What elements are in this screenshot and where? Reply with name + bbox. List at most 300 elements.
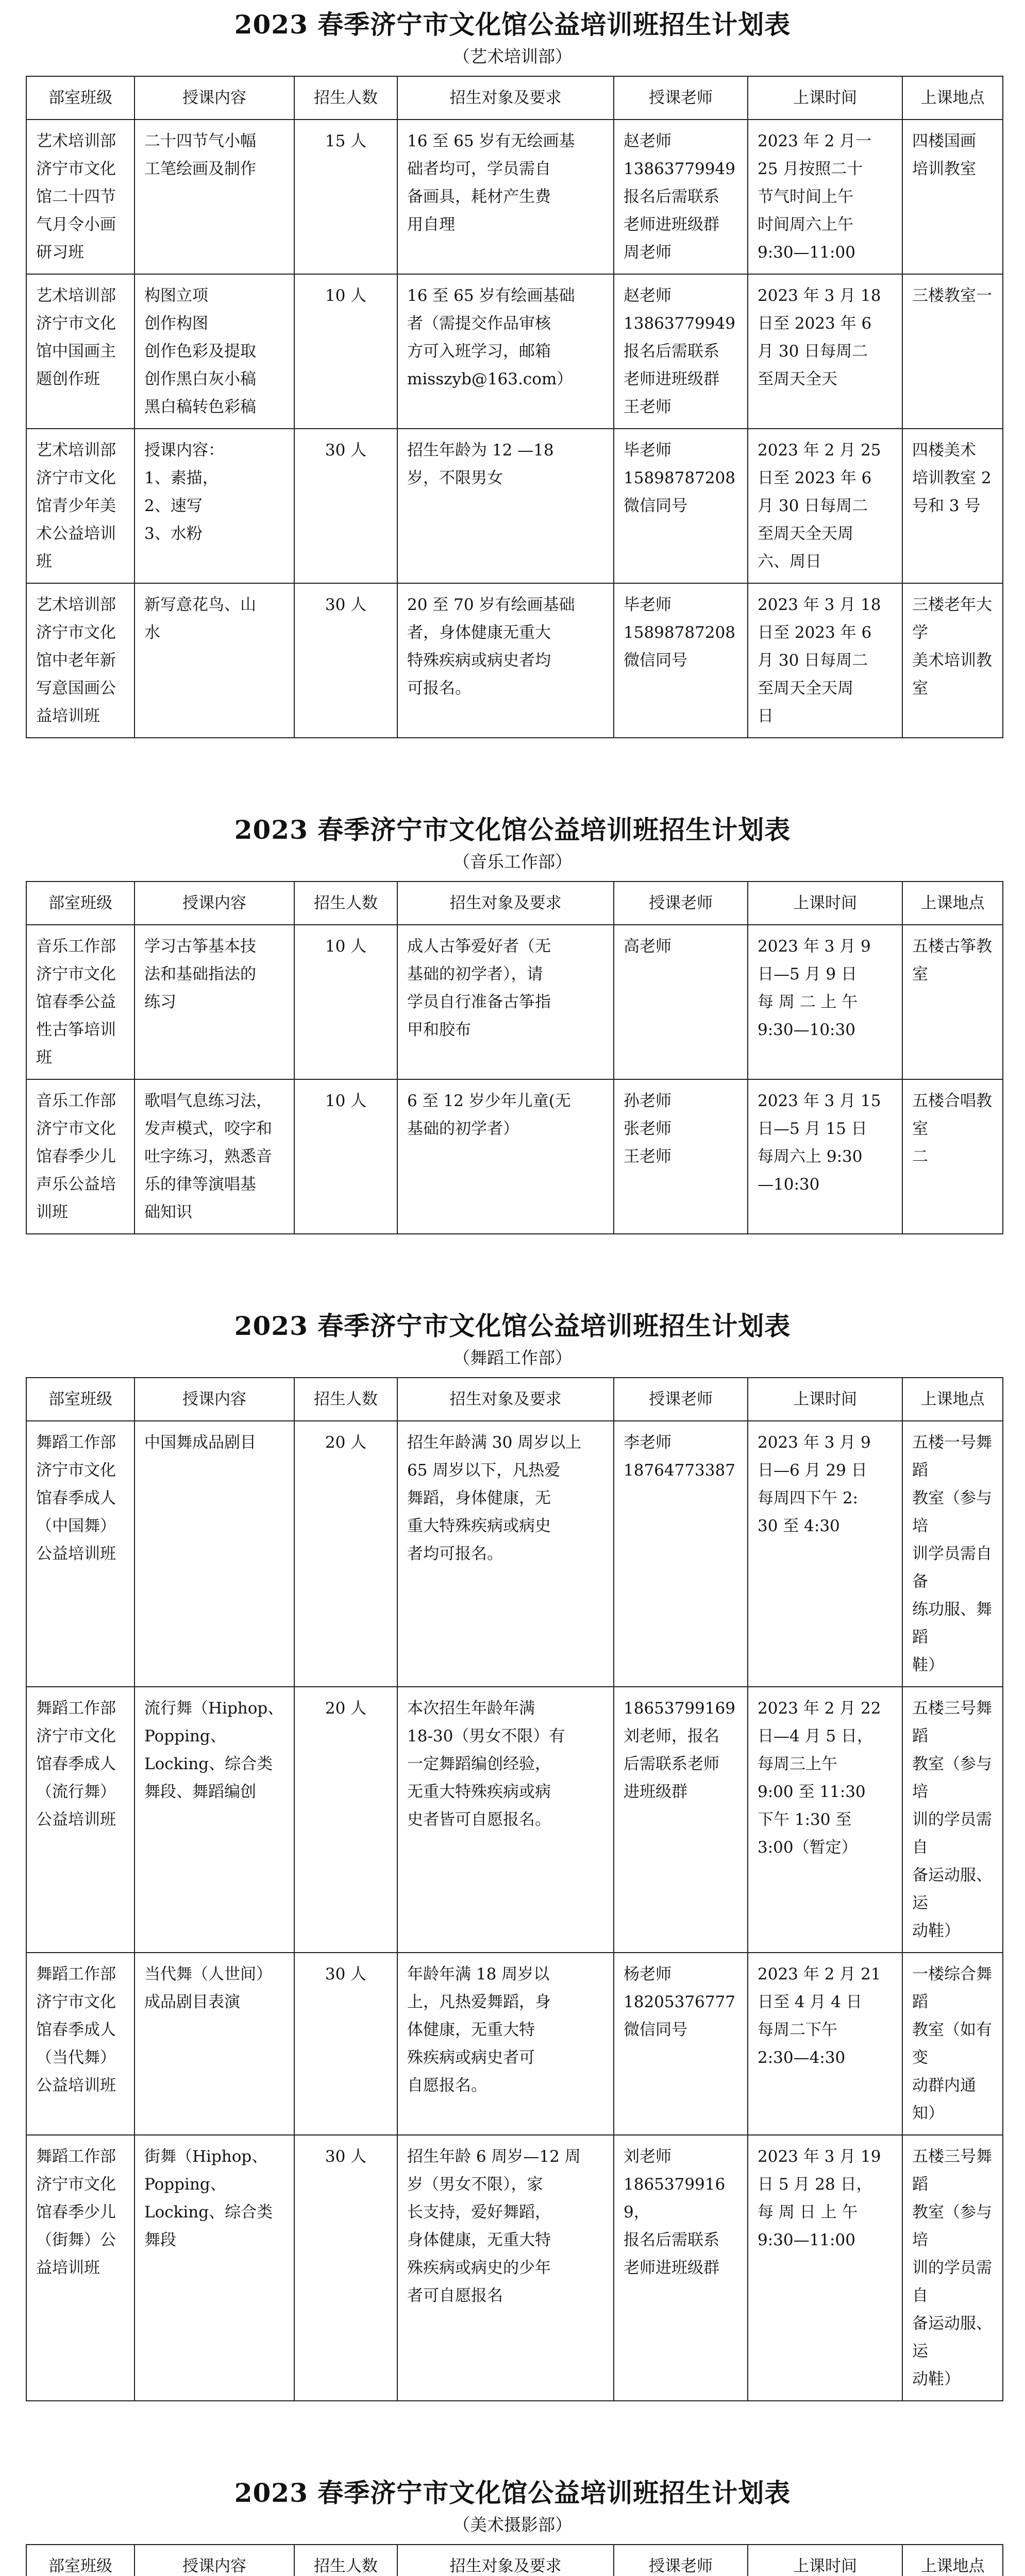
cell-line: 音乐工作部 [36, 937, 116, 956]
cell-line: 2023 年 3 月 19 [758, 2147, 881, 2166]
cell-line: 2023 年 2 月一 [758, 132, 872, 150]
section-title: 2023 春季济宁市文化馆公益培训班招生计划表 [234, 1311, 791, 1341]
cell-line: 舞蹈工作部 [36, 1433, 116, 1452]
cell-line: 2023 年 3 月 9 [758, 1433, 871, 1452]
cell-line: 济宁市文化 [36, 623, 116, 642]
cell-line: 性古筝培训 [36, 1021, 116, 1039]
column-header: 部室班级 [26, 2545, 135, 2576]
cell-line: 16 至 65 岁有绘画基础 [407, 286, 575, 305]
cell-line: 无重大特殊疾病或病 [407, 1783, 551, 1801]
cell-line: 济宁市文化 [36, 1120, 116, 1138]
cell-line: 馆春季成人 [36, 2021, 116, 2039]
cell-count: 10 人 [294, 925, 397, 1079]
cell-line: 舞段 [144, 2231, 176, 2249]
cell-line: 周老师 [624, 243, 671, 262]
cell-target [397, 1079, 614, 1234]
cell-line: 30 至 4:30 [758, 1517, 840, 1535]
table-row [26, 274, 1003, 429]
cell-line: （当代舞） [36, 2048, 116, 2067]
cell-line: 四楼国画 [912, 132, 976, 150]
cell-line: 备运动服、运 [912, 2314, 992, 2361]
cell-line: Popping、 [144, 2175, 226, 2194]
cell-line: 2023 年 3 月 15 [758, 1092, 881, 1110]
cell-line: 老师进班级群 [624, 215, 719, 234]
cell-line: 艺术培训部 [36, 596, 116, 614]
cell-line: 五楼古筝教室 [912, 937, 992, 984]
cell-line: 艺术培训部 [36, 441, 116, 460]
plan-table [26, 1377, 1003, 2401]
cell-line: 一定舞蹈编创经验， [407, 1755, 551, 1773]
cell-line: 岁，不限男女 [407, 469, 503, 487]
cell-line: 张老师 [624, 1120, 671, 1138]
cell-time [748, 1687, 902, 1953]
cell-target [397, 2135, 614, 2401]
cell-line: 舞蹈工作部 [36, 1965, 116, 1984]
cell-dept [26, 274, 135, 429]
cell-line: 教室（参与培 [912, 1489, 992, 1535]
cell-time [748, 429, 902, 583]
cell-line: 公益培训班 [36, 2076, 116, 2095]
cell-line: 9:30—11:00 [758, 243, 855, 262]
cell-line: 馆二十四节 [36, 188, 116, 206]
cell-line: 者可自愿报名 [407, 2286, 503, 2305]
column-header: 招生对象及要求 [397, 882, 614, 925]
cell-line: 李老师 [624, 1433, 671, 1452]
cell-dept [26, 120, 135, 274]
cell-line: 至周天全天 [758, 370, 837, 388]
cell-line: 中国舞成品剧目 [144, 1433, 256, 1452]
cell-line: 教室（如有变 [912, 2021, 992, 2067]
cell-line: 上，凡热爱舞蹈，身 [407, 1993, 551, 2011]
column-header: 招生人数 [294, 1378, 397, 1421]
section-title: 2023 春季济宁市文化馆公益培训班招生计划表 [234, 815, 791, 845]
cell-line: 18764773387 [624, 1461, 735, 1480]
cell-line: 本次招生年龄年满 [407, 1699, 535, 1718]
cell-line: 者，身体健康无重大 [407, 623, 551, 642]
cell-time [748, 1079, 902, 1234]
cell-line: 日—5 月 9 日 [758, 965, 858, 984]
cell-place [902, 1687, 1003, 1953]
cell-line: 招生年龄 6 周岁—12 周 [407, 2147, 581, 2166]
plan-table [26, 881, 1003, 1234]
cell-line: （流行舞） [36, 1783, 116, 1801]
column-header: 上课地点 [902, 76, 1003, 120]
cell-place [902, 583, 1003, 738]
cell-line: 13863779949 [624, 160, 735, 178]
cell-line: 甲和胶布 [407, 1021, 471, 1039]
cell-line: 日—4 月 5 日， [758, 1727, 873, 1745]
cell-place [902, 1421, 1003, 1687]
cell-line: 1、素描， [144, 469, 219, 487]
cell-teacher [614, 1953, 748, 2135]
cell-teacher [614, 925, 748, 1079]
cell-line: 训的学员需自 [912, 1810, 992, 1857]
cell-line: 备画具，耗材产生费 [407, 188, 551, 206]
table-row [26, 1421, 1003, 1687]
cell-line: 日—6 月 29 日 [758, 1461, 867, 1480]
header-row [26, 882, 1003, 925]
cell-line: 流行舞（Hiphop、 [144, 1699, 284, 1718]
cell-target [397, 1421, 614, 1687]
column-header: 上课时间 [748, 2545, 902, 2576]
cell-line: 动鞋） [912, 2370, 960, 2388]
cell-content [135, 583, 294, 738]
cell-line: 街舞（Hiphop、 [144, 2147, 268, 2166]
cell-line: 馆中国画主 [36, 342, 116, 361]
cell-line: 可报名。 [407, 679, 471, 698]
cell-line: 培训教室 [912, 160, 976, 178]
cell-line: 赵老师 [624, 132, 671, 150]
column-header: 招生对象及要求 [397, 1378, 614, 1421]
cell-line: （中国舞） [36, 1517, 116, 1535]
cell-line: 2:30—4:30 [758, 2048, 846, 2067]
column-header: 招生人数 [294, 76, 397, 120]
column-header: 授课老师 [614, 76, 748, 120]
cell-line: 毕老师 [624, 596, 671, 614]
cell-line: 馆春季成人 [36, 1489, 116, 1507]
cell-line: 时间周六上午 [758, 215, 853, 234]
cell-count: 10 人 [294, 1079, 397, 1234]
cell-line: 教室（参与培 [912, 2203, 992, 2249]
cell-line: 础者均可，学员需自 [407, 160, 551, 178]
cell-dept [26, 1687, 135, 1953]
cell-line: 鞋） [912, 1656, 944, 1674]
cell-line: 进班级群 [624, 1783, 687, 1801]
cell-line: 65 周岁以下，凡热爱 [407, 1461, 561, 1480]
cell-line: 重大特殊疾病或病史 [407, 1517, 551, 1535]
cell-place [902, 120, 1003, 274]
cell-line: 号和 3 号 [912, 497, 981, 515]
cell-line: 15898787208 [624, 623, 735, 642]
cell-line: 每周四下午 2: [758, 1489, 859, 1507]
section-subtitle: （美术摄影部） [453, 2515, 572, 2535]
cell-line: 新写意花鸟、山 [144, 596, 256, 614]
cell-line: 舞蹈工作部 [36, 1699, 116, 1718]
cell-target [397, 274, 614, 429]
cell-line: 刘老师 [624, 2147, 671, 2166]
cell-target [397, 429, 614, 583]
cell-line: 每周二下午 [758, 2021, 837, 2039]
cell-content [135, 2135, 294, 2401]
cell-line: 班 [36, 552, 52, 571]
cell-line: 微信同号 [624, 497, 687, 515]
cell-count: 30 人 [294, 2135, 397, 2401]
plan-section [0, 2468, 1025, 2576]
cell-line: 法和基础指法的 [144, 965, 256, 984]
column-header: 部室班级 [26, 1378, 135, 1421]
cell-line: 岁（男女不限），家 [407, 2175, 543, 2194]
cell-teacher [614, 583, 748, 738]
plan-table [26, 76, 1003, 738]
cell-line: 至周天全天周 [758, 524, 853, 543]
cell-line: 微信同号 [624, 651, 687, 670]
cell-line: 舞段、舞蹈编创 [144, 1783, 256, 1801]
table-row [26, 429, 1003, 583]
cell-place [902, 925, 1003, 1079]
cell-line: 9:30—10:30 [758, 1021, 855, 1039]
cell-line: 济宁市文化 [36, 469, 116, 487]
cell-teacher [614, 1421, 748, 1687]
cell-line: 每周三上午 [758, 1755, 837, 1773]
cell-line: 一楼综合舞蹈 [912, 1965, 992, 2011]
cell-line: 15898787208 [624, 469, 735, 487]
cell-line: 18-30（男女不限）有 [407, 1727, 565, 1745]
column-header: 上课地点 [902, 882, 1003, 925]
cell-line: 18653799169， [624, 2175, 726, 2222]
cell-line: 月 30 日每周二 [758, 342, 868, 361]
cell-line: 月 30 日每周二 [758, 651, 868, 670]
cell-line: 歌唱气息练习法， [144, 1092, 272, 1110]
cell-line: 报名后需联系 [624, 188, 719, 206]
cell-place [902, 2135, 1003, 2401]
cell-count: 10 人 [294, 274, 397, 429]
cell-time [748, 274, 902, 429]
cell-line: 备运动服、运 [912, 1866, 992, 1912]
cell-content [135, 1079, 294, 1234]
cell-line: 刘老师，报名 [624, 1727, 719, 1745]
cell-line: 王老师 [624, 1147, 671, 1166]
cell-line: 节气时间上午 [758, 188, 853, 206]
cell-place [902, 1953, 1003, 2135]
cell-line: 研习班 [36, 243, 84, 262]
column-header: 授课老师 [614, 1378, 748, 1421]
cell-line: 创作黑白灰小稿 [144, 370, 256, 388]
cell-content [135, 1953, 294, 2135]
column-header: 部室班级 [26, 76, 135, 120]
cell-line: 乐的律等演唱基 [144, 1175, 256, 1194]
cell-dept [26, 583, 135, 738]
cell-line: 2023 年 2 月 25 [758, 441, 881, 460]
cell-line: 自愿报名。 [407, 2076, 487, 2095]
cell-line: 音乐工作部 [36, 1092, 116, 1110]
cell-line: 日—5 月 15 日 [758, 1120, 867, 1138]
cell-line: 学习古筝基本技 [144, 937, 256, 956]
header-row [26, 76, 1003, 120]
table-row [26, 1687, 1003, 1953]
column-header: 上课时间 [748, 882, 902, 925]
cell-line: 成品剧目表演 [144, 1993, 240, 2011]
cell-teacher [614, 120, 748, 274]
header-row [26, 2545, 1003, 2576]
cell-line: 益培训班 [36, 707, 100, 725]
cell-line: 二十四节气小幅 [144, 132, 256, 150]
column-header: 招生对象及要求 [397, 2545, 614, 2576]
cell-line: 后需联系老师 [624, 1755, 719, 1773]
cell-line: 3、水粉 [144, 524, 203, 543]
cell-line: 2023 年 2 月 21 [758, 1965, 881, 1984]
cell-line: 水 [144, 623, 160, 642]
cell-target [397, 583, 614, 738]
cell-line: 长支持，爱好舞蹈， [407, 2203, 551, 2222]
cell-line: 声乐公益培 [36, 1175, 116, 1194]
cell-dept [26, 1953, 135, 2135]
cell-line: 写意国画公 [36, 679, 116, 698]
cell-line: 20 至 70 岁有绘画基础 [407, 596, 575, 614]
cell-line: 每周六上 9:30 [758, 1147, 863, 1166]
table-row [26, 925, 1003, 1079]
cell-line: 2023 年 2 月 22 [758, 1699, 881, 1718]
cell-line: 术公益培训 [36, 524, 116, 543]
cell-dept [26, 1421, 135, 1687]
cell-line: 年龄年满 18 周岁以 [407, 1965, 550, 1984]
cell-teacher [614, 1079, 748, 1234]
cell-line: 基础的初学者），请 [407, 965, 543, 984]
cell-count: 30 人 [294, 429, 397, 583]
cell-line: 高老师 [624, 937, 671, 956]
cell-time [748, 1421, 902, 1687]
column-header: 招生人数 [294, 2545, 397, 2576]
plan-table [26, 2544, 1003, 2576]
cell-content [135, 429, 294, 583]
column-header: 授课内容 [135, 882, 294, 925]
cell-line: 气月令小画 [36, 215, 116, 234]
cell-teacher [614, 1687, 748, 1953]
cell-line: Popping、 [144, 1727, 226, 1745]
column-header: 上课地点 [902, 2545, 1003, 2576]
cell-line: 16 至 65 岁有无绘画基 [407, 132, 575, 150]
cell-line: 三楼老年大学 [912, 596, 992, 642]
table-row [26, 1079, 1003, 1234]
cell-count: 30 人 [294, 583, 397, 738]
cell-line: 者均可报名。 [407, 1545, 503, 1563]
cell-line: 日至 2023 年 6 [758, 469, 872, 487]
cell-line: 日至 4 月 4 日 [758, 1993, 862, 2011]
cell-line: 教室（参与培 [912, 1755, 992, 1801]
cell-target [397, 925, 614, 1079]
cell-line: 济宁市文化 [36, 1993, 116, 2011]
cell-line: 报名后需联系 [624, 2231, 719, 2249]
cell-content [135, 274, 294, 429]
cell-line: 老师进班级群 [624, 2259, 719, 2277]
cell-line: 四楼美术 [912, 441, 976, 460]
plan-section [0, 0, 1025, 738]
cell-line: 者（需提交作品审核 [407, 314, 551, 333]
cell-line: 练功服、舞蹈 [912, 1600, 992, 1647]
cell-line: 微信同号 [624, 2021, 687, 2039]
cell-line: 报名后需联系 [624, 342, 719, 361]
cell-line: 史者皆可自愿报名。 [407, 1810, 551, 1829]
cell-line: 动群内通知） [912, 2076, 976, 2123]
cell-line: 赵老师 [624, 286, 671, 305]
cell-line: 工笔绘画及制作 [144, 160, 256, 178]
cell-line: 馆春季少儿 [36, 1147, 116, 1166]
cell-line: 25 月按照二十 [758, 160, 863, 178]
cell-line: —10:30 [758, 1175, 820, 1194]
column-header: 授课内容 [135, 1378, 294, 1421]
cell-content [135, 120, 294, 274]
cell-line: 黑白稿转色彩稿 [144, 398, 256, 416]
cell-line: 学员自行准备古筝指 [407, 993, 551, 1011]
cell-teacher [614, 2135, 748, 2401]
cell-line: 舞蹈，身体健康，无 [407, 1489, 551, 1507]
cell-line: 构图立项 [144, 286, 208, 305]
cell-time [748, 1953, 902, 2135]
cell-line: 美术培训教室 [912, 651, 992, 698]
cell-line: 馆春季少儿 [36, 2203, 116, 2222]
cell-line: 月 30 日每周二 [758, 497, 868, 515]
cell-line: 3:00（暂定） [758, 1838, 858, 1857]
column-header: 上课时间 [748, 1378, 902, 1421]
cell-line: 练习 [144, 993, 176, 1011]
cell-line: 身体健康，无重大特 [407, 2231, 551, 2249]
cell-line: 9:00 至 11:30 [758, 1783, 866, 1801]
cell-place [902, 1079, 1003, 1234]
cell-time [748, 925, 902, 1079]
cell-line: 创作色彩及提取 [144, 342, 256, 361]
column-header: 授课老师 [614, 882, 748, 925]
section-subtitle: （艺术培训部） [453, 46, 572, 66]
cell-line: 三楼教室一 [912, 286, 992, 305]
cell-line: （街舞）公 [36, 2231, 116, 2249]
cell-line: 毕老师 [624, 441, 671, 460]
cell-line: 下午 1:30 至 [758, 1810, 852, 1829]
cell-line: 每 周 日 上 午 [758, 2203, 858, 2222]
cell-line: 2、速写 [144, 497, 203, 515]
cell-line: 殊疾病或病史的少年 [407, 2259, 551, 2277]
cell-line: 13863779949 [624, 314, 735, 333]
cell-content [135, 925, 294, 1079]
cell-line: 每 周 二 上 午 [758, 993, 858, 1011]
cell-line: 9:30—11:00 [758, 2231, 855, 2249]
cell-line: 济宁市文化 [36, 314, 116, 333]
cell-line: 济宁市文化 [36, 2175, 116, 2194]
cell-line: 五楼三号舞蹈 [912, 2147, 992, 2194]
cell-line: 用自理 [407, 215, 455, 234]
cell-line: 训学员需自备 [912, 1545, 992, 1591]
cell-line: 方可入班学习，邮箱 [407, 342, 551, 361]
cell-target [397, 1953, 614, 2135]
section-title: 2023 春季济宁市文化馆公益培训班招生计划表 [234, 2478, 791, 2508]
plan-section [0, 1301, 1025, 2401]
cell-target [397, 1687, 614, 1953]
table-row [26, 120, 1003, 274]
cell-line: 6 至 12 岁少年儿童(无 [407, 1092, 571, 1110]
cell-line: 题创作班 [36, 370, 100, 388]
cell-line: 孙老师 [624, 1092, 671, 1110]
cell-line: 馆青少年美 [36, 497, 116, 515]
column-header: 授课内容 [135, 76, 294, 120]
column-header: 招生人数 [294, 882, 397, 925]
cell-line: 王老师 [624, 398, 671, 416]
cell-count: 15 人 [294, 120, 397, 274]
cell-dept [26, 2135, 135, 2401]
cell-line: 训的学员需自 [912, 2259, 992, 2305]
cell-line: 杨老师 [624, 1965, 671, 1984]
column-header: 授课老师 [614, 2545, 748, 2576]
section-subtitle: （舞蹈工作部） [453, 1348, 572, 1368]
cell-line: 至周天全天周 [758, 679, 853, 698]
cell-line: 五楼一号舞蹈 [912, 1433, 992, 1480]
cell-line: 日 [758, 707, 774, 725]
cell-line: 培训教室 2 [912, 469, 992, 487]
cell-line: 2023 年 3 月 9 [758, 937, 871, 956]
table-row [26, 583, 1003, 738]
cell-line: 殊疾病或病史者可 [407, 2048, 535, 2067]
cell-line: 馆中老年新 [36, 651, 116, 670]
cell-time [748, 120, 902, 274]
cell-count: 20 人 [294, 1687, 397, 1953]
cell-line: 济宁市文化 [36, 1727, 116, 1745]
cell-line: 招生年龄满 30 周岁以上 [407, 1433, 582, 1452]
column-header: 上课地点 [902, 1378, 1003, 1421]
section-title: 2023 春季济宁市文化馆公益培训班招生计划表 [234, 9, 791, 40]
cell-line: misszyb@163.com） [407, 370, 573, 388]
cell-content [135, 1687, 294, 1953]
cell-line: 创作构图 [144, 314, 208, 333]
cell-place [902, 429, 1003, 583]
cell-count: 30 人 [294, 1953, 397, 2135]
cell-line: 2023 年 3 月 18 [758, 286, 881, 305]
